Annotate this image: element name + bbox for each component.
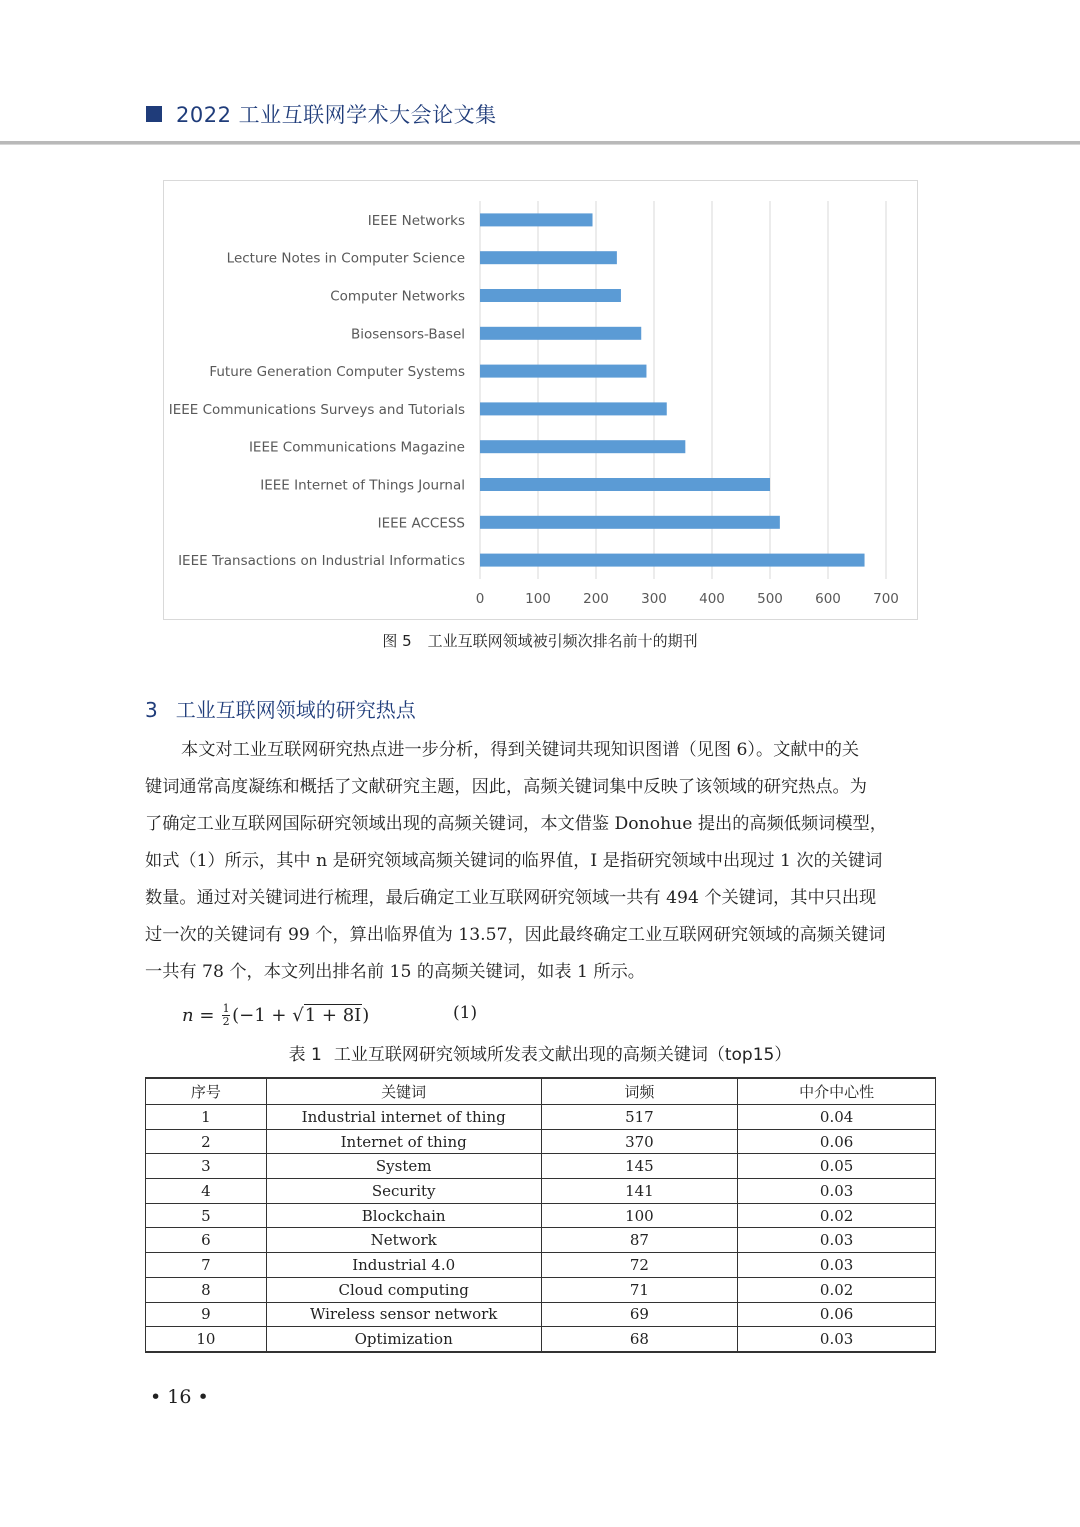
bar xyxy=(480,516,780,529)
table-row xyxy=(146,1203,936,1228)
bar xyxy=(480,289,621,302)
table-cell: 68 xyxy=(541,1327,738,1352)
section-heading xyxy=(145,694,416,723)
figure-caption xyxy=(0,630,1080,651)
category-label: IEEE ACCESS xyxy=(377,515,465,532)
bar-chart xyxy=(163,180,918,620)
table-cell: 100 xyxy=(541,1203,738,1228)
category-label: IEEE Communications Magazine xyxy=(248,439,465,456)
table-cell: Industrial 4.0 xyxy=(266,1253,541,1278)
bar xyxy=(480,402,667,415)
table-header-cell: 序号 xyxy=(146,1078,267,1105)
table-cell: 10 xyxy=(146,1327,267,1352)
table-row xyxy=(146,1277,936,1302)
table-cell: 2 xyxy=(146,1129,267,1154)
bar xyxy=(480,478,770,491)
bar-chart-svg xyxy=(164,181,917,619)
x-tick-label: 200 xyxy=(583,591,609,607)
table-cell: 0.03 xyxy=(738,1228,936,1253)
formula-close: ) xyxy=(362,1004,370,1026)
table-cell: 517 xyxy=(541,1105,738,1130)
category-label: IEEE Communications Surveys and Tutorials xyxy=(168,401,465,418)
table-cell: 72 xyxy=(541,1253,738,1278)
header-title: 2022 工业互联网学术大会论文集 xyxy=(176,103,497,127)
table-cell: 1 xyxy=(146,1105,267,1130)
paragraph-line: 一共有 78 个，本文列出排名前 15 的高频关键词，如表 1 所示。 xyxy=(145,962,645,982)
paragraph-line: 本文对工业互联网研究热点进一步分析，得到关键词共现知识图谱（见图 6）。文献中的关 xyxy=(181,740,860,760)
table-row xyxy=(146,1154,936,1179)
x-tick-label: 500 xyxy=(757,591,783,607)
table-header-cell: 关键词 xyxy=(266,1078,541,1105)
bar xyxy=(480,213,593,226)
table-row xyxy=(146,1253,936,1278)
fraction-denominator: 2 xyxy=(222,1014,230,1028)
category-label: Biosensors-Basel xyxy=(350,326,465,343)
table-cell: 0.03 xyxy=(738,1179,936,1204)
header-rule xyxy=(0,141,1080,145)
table-row xyxy=(146,1302,936,1327)
category-label: IEEE Transactions on Industrial Informatics xyxy=(178,553,465,570)
table-header-cell: 词频 xyxy=(541,1078,738,1105)
table-cell: 370 xyxy=(541,1129,738,1154)
formula-fraction xyxy=(222,1003,230,1028)
formula xyxy=(182,996,369,1034)
table-cell: 0.02 xyxy=(738,1203,936,1228)
paragraph-line: 了确定工业互联网国际研究领域出现的高频关键词，本文借鉴 Donohue 提出的高频低频词模型， xyxy=(145,814,887,834)
category-label: Future Generation Computer Systems xyxy=(209,364,465,381)
paragraph-line: 过一次的关键词有 99 个，算出临界值为 13.57，因此最终确定工业互联网研究领域的高频关键词 xyxy=(145,925,886,945)
table-row xyxy=(146,1228,936,1253)
table-caption-text: 工业互联网研究领域所发表文献出现的高频关键词（top15） xyxy=(333,1045,792,1065)
category-label: IEEE Internet of Things Journal xyxy=(260,477,465,494)
running-header xyxy=(146,96,497,132)
paragraph-line: 键词通常高度凝练和概括了文献研究主题，因此，高频关键词集中反映了该领域的研究热点。为 xyxy=(145,777,867,797)
body-paragraph xyxy=(145,732,937,991)
table-cell: Blockchain xyxy=(266,1203,541,1228)
figure-label: 图 5 xyxy=(382,632,412,650)
x-tick-label: 100 xyxy=(525,591,551,607)
table-cell: 71 xyxy=(541,1277,738,1302)
table-cell: Security xyxy=(266,1179,541,1204)
bar xyxy=(480,251,617,264)
category-label: Computer Networks xyxy=(330,288,465,305)
header-square-icon xyxy=(146,106,162,122)
radical-icon: √ xyxy=(292,1004,304,1026)
table-header-cell: 中介中心性 xyxy=(738,1078,936,1105)
table-cell: 8 xyxy=(146,1277,267,1302)
table-row xyxy=(146,1105,936,1130)
table-cell: Industrial internet of thing xyxy=(266,1105,541,1130)
paragraph-line: 如式（1）所示，其中 n 是研究领域高频关键词的临界值，I 是指研究领域中出现过 1 次的关键词 xyxy=(145,851,883,871)
table-row xyxy=(146,1327,936,1352)
x-tick-label: 300 xyxy=(641,591,667,607)
bar xyxy=(480,365,646,378)
table-cell: 5 xyxy=(146,1203,267,1228)
formula-number: (1) xyxy=(453,1003,478,1023)
x-tick-label: 0 xyxy=(475,591,485,607)
x-tick-label: 600 xyxy=(815,591,841,607)
table-header-row xyxy=(146,1078,936,1105)
formula-lhs: n = xyxy=(182,1004,215,1026)
table-label: 表 1 xyxy=(288,1045,322,1065)
table-caption xyxy=(0,1040,1080,1065)
table-cell: 0.03 xyxy=(738,1327,936,1352)
section-title: 工业互联网领域的研究热点 xyxy=(175,698,416,722)
table-cell: Network xyxy=(266,1228,541,1253)
table-cell: 0.02 xyxy=(738,1277,936,1302)
section-number: 3 xyxy=(145,698,158,722)
formula-radicand: 1 + 8I xyxy=(304,1005,362,1026)
table-cell: 7 xyxy=(146,1253,267,1278)
table-row xyxy=(146,1179,936,1204)
table-cell: 141 xyxy=(541,1179,738,1204)
table-cell: 0.06 xyxy=(738,1302,936,1327)
table-cell: 0.04 xyxy=(738,1105,936,1130)
table-cell: 3 xyxy=(146,1154,267,1179)
table-cell: System xyxy=(266,1154,541,1179)
figure-caption-text: 工业互联网领域被引频次排名前十的期刊 xyxy=(427,632,698,650)
table-cell: 0.06 xyxy=(738,1129,936,1154)
table-cell: 9 xyxy=(146,1302,267,1327)
table-cell: 87 xyxy=(541,1228,738,1253)
bar xyxy=(480,440,685,453)
table-cell: Optimization xyxy=(266,1327,541,1352)
table-cell: 6 xyxy=(146,1228,267,1253)
keyword-table xyxy=(145,1077,936,1353)
bar xyxy=(480,554,865,567)
category-label: IEEE Networks xyxy=(367,212,465,229)
table-cell: 69 xyxy=(541,1302,738,1327)
fraction-numerator: 1 xyxy=(222,1001,230,1015)
table-cell: Internet of thing xyxy=(266,1129,541,1154)
x-tick-label: 400 xyxy=(699,591,725,607)
bar xyxy=(480,327,641,340)
table-cell: Cloud computing xyxy=(266,1277,541,1302)
x-tick-label: 700 xyxy=(873,591,899,607)
page-number: • 16 • xyxy=(150,1386,209,1408)
table-cell: 0.05 xyxy=(738,1154,936,1179)
formula-open: (−1 + xyxy=(232,1004,293,1026)
table-cell: 4 xyxy=(146,1179,267,1204)
table-cell: Wireless sensor network xyxy=(266,1302,541,1327)
paragraph-line: 数量。通过对关键词进行梳理，最后确定工业互联网研究领域一共有 494 个关键词，其中只出现 xyxy=(145,888,877,908)
table-cell: 0.03 xyxy=(738,1253,936,1278)
table-row xyxy=(146,1129,936,1154)
table-cell: 145 xyxy=(541,1154,738,1179)
category-label: Lecture Notes in Computer Science xyxy=(226,250,465,267)
